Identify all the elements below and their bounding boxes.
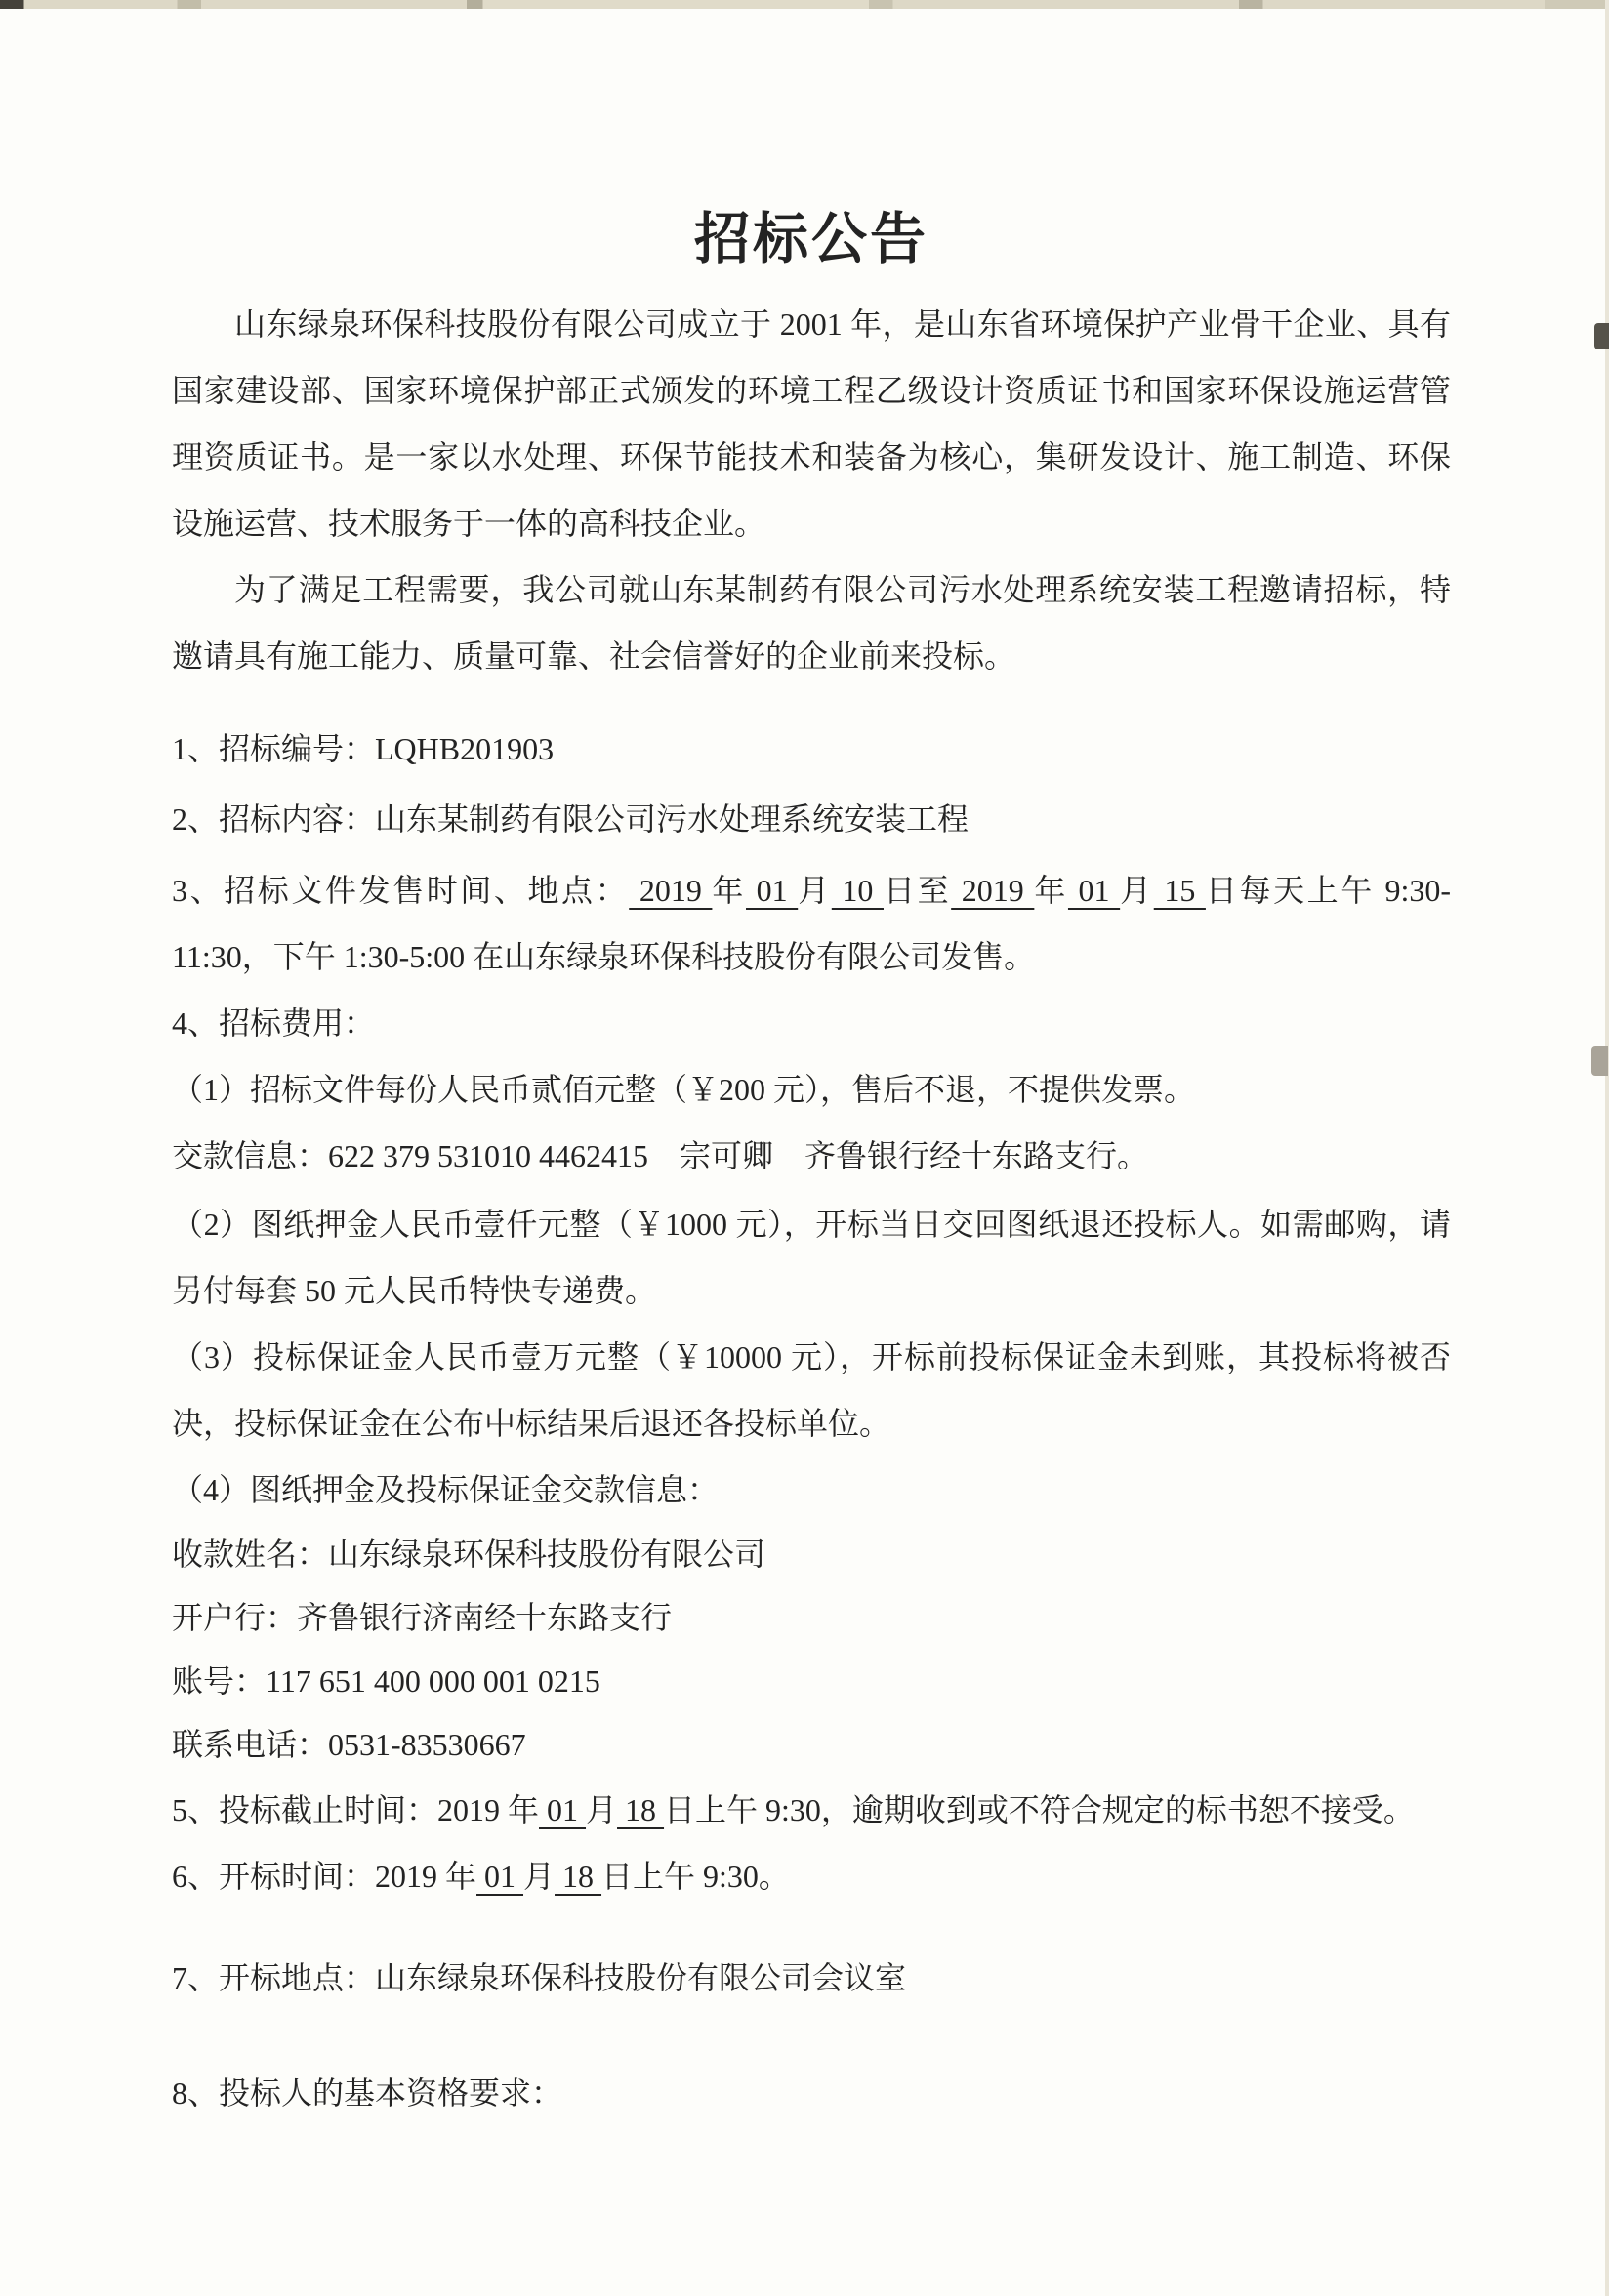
account-number-line: 账号：117 651 400 000 001 0215 bbox=[172, 1663, 600, 1699]
underlined-date-field: 2019 bbox=[629, 873, 713, 908]
text-segment: 日至 bbox=[883, 873, 952, 908]
underlined-date-field: 01 bbox=[539, 1792, 587, 1827]
document-page bbox=[172, 0, 1451, 2126]
scan-artifact-right-mark-1 bbox=[1594, 323, 1609, 349]
item-8-bidder-qualifications: 8、投标人的基本资格要求： bbox=[172, 2075, 563, 2111]
underlined-date-field: 10 bbox=[831, 873, 884, 908]
text-segment: 5、投标截止时间：2019 年 bbox=[172, 1792, 540, 1827]
text-segment: 3、招标文件发售时间、地点： bbox=[172, 873, 630, 908]
text-segment: 月 bbox=[1120, 873, 1154, 908]
item-4-tender-fees: 4、招标费用： bbox=[172, 1005, 376, 1041]
underlined-date-field: 2019 bbox=[951, 873, 1035, 908]
underlined-date-field: 01 bbox=[1067, 873, 1121, 908]
text-segment: 6、开标时间：2019 年 bbox=[172, 1859, 477, 1894]
payee-name-line: 收款姓名：山东绿泉环保科技股份有限公司 bbox=[172, 1537, 766, 1572]
item-1-tender-number: 1、招标编号：LQHB201903 bbox=[172, 731, 555, 766]
item-4-1-payment-info: 交款信息：622 379 531010 4462415 宗可卿 齐鲁银行经十东路支行。 bbox=[172, 1138, 1149, 1173]
item-5-bid-deadline bbox=[172, 1777, 1451, 1843]
page-title: 招标公告 bbox=[694, 209, 928, 270]
item-3-sale-time-place bbox=[172, 857, 1451, 990]
intro-paragraph-company: 山东绿泉环保科技股份有限公司成立于 2001 年，是山东省环境保护产业骨干企业、具有国家建设部、国家环境保护部正式颁发的环境工程乙级设计资质证书和国家环保设施运营管理资质证书。是一家以水处理、环保节能技术和装备为核心，集研发设计、施工制造、环保设施运营、技术服务于一体的高科技企业。 bbox=[172, 307, 1451, 541]
item-4-4-payment-info-heading: （4）图纸押金及投标保证金交款信息： bbox=[172, 1472, 720, 1507]
underlined-date-field: 01 bbox=[746, 873, 799, 908]
text-segment: 日每天上午 9:30-11:30，下午 1:30-5:00 在山东绿泉环保科技股份有限公司发售。 bbox=[172, 873, 1451, 974]
item-4-1-document-fee: （1）招标文件每份人民币贰佰元整（￥200 元），售后不退，不提供发票。 bbox=[172, 1072, 1196, 1107]
text-segment: 月 bbox=[798, 873, 832, 908]
text-segment: 年 bbox=[712, 873, 747, 908]
underlined-date-field: 01 bbox=[476, 1859, 524, 1894]
text-segment: 年 bbox=[1034, 873, 1068, 908]
item-6-opening-time bbox=[172, 1843, 1451, 1909]
underlined-date-field: 18 bbox=[555, 1859, 602, 1894]
text-segment: 日上午 9:30。 bbox=[601, 1859, 790, 1894]
item-2-tender-content: 2、招标内容：山东某制药有限公司污水处理系统安装工程 bbox=[172, 801, 970, 837]
item-4-2-drawing-deposit: （2）图纸押金人民币壹仟元整（￥1000 元），开标当日交回图纸退还投标人。如需邮购，请另付每套 50 元人民币特快专递费。 bbox=[172, 1207, 1451, 1308]
text-segment: 月 bbox=[586, 1792, 618, 1827]
bank-branch-line: 开户行：齐鲁银行济南经十东路支行 bbox=[172, 1600, 673, 1635]
text-segment: 日上午 9:30，逾期收到或不符合规定的标书恕不接受。 bbox=[664, 1792, 1415, 1827]
item-7-opening-place: 7、开标地点：山东绿泉环保科技股份有限公司会议室 bbox=[172, 1960, 907, 1995]
item-4-3-bid-bond: （3）投标保证金人民币壹万元整（￥10000 元），开标前投标保证金未到账，其投标将被否决，投标保证金在公布中标结果后退还各投标单位。 bbox=[172, 1339, 1451, 1441]
intro-paragraph-invitation: 为了满足工程需要，我公司就山东某制药有限公司污水处理系统安装工程邀请招标，特邀请具有施工能力、质量可靠、社会信誉好的企业前来投标。 bbox=[172, 572, 1451, 674]
underlined-date-field: 15 bbox=[1153, 873, 1206, 908]
underlined-date-field: 18 bbox=[617, 1792, 665, 1827]
scan-artifact-right-mark-2 bbox=[1591, 1046, 1608, 1076]
contact-phone-line: 联系电话：0531-83530667 bbox=[172, 1727, 526, 1762]
text-segment: 月 bbox=[523, 1859, 556, 1894]
